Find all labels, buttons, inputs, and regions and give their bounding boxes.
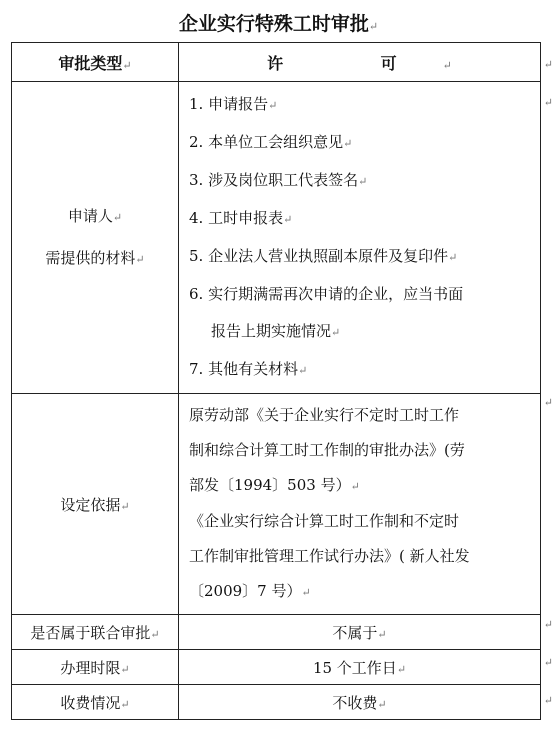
basis-line: 工作制审批管理工作试行办法》( 新人社发: [189, 547, 470, 565]
paragraph-mark-icon: ↵: [135, 252, 145, 266]
paragraph-mark-icon: ↵: [120, 697, 130, 711]
header-approval-type: [12, 43, 179, 82]
time-limit-label-cell: [12, 650, 179, 685]
header-license-text: 许 可: [267, 53, 443, 73]
paragraph-mark-icon: ↵: [120, 499, 130, 513]
paragraph-mark-icon: ↵: [396, 662, 407, 676]
paragraph-mark-icon: ↵: [112, 210, 123, 224]
basis-line: [189, 468, 532, 504]
materials-label-line1-text: 申请人: [67, 206, 113, 225]
approval-table: [11, 42, 541, 720]
list-item: [189, 124, 530, 162]
header-approval-type-text: 审批类型: [58, 53, 123, 73]
fee-value-cell: [179, 685, 541, 720]
header-license: [179, 43, 541, 82]
row-end-mark-icon: ↵: [543, 618, 553, 631]
basis-line: 《企业实行综合计算工时工作制和不定时: [189, 512, 460, 530]
basis-line: 原劳动部《关于企业实行不定时工时工作: [189, 406, 460, 424]
list-item-text: 7. 其他有关材料: [189, 360, 299, 378]
joint-label-cell: [12, 615, 179, 650]
joint-value-cell: [179, 615, 541, 650]
basis-text-cell: [179, 394, 541, 615]
paragraph-mark-icon: ↵: [448, 251, 458, 264]
basis-line: 制和综合计算工时工作制的审批办法》(劳: [189, 441, 465, 459]
table-row: [12, 615, 541, 650]
list-item: [189, 162, 530, 200]
list-item-continuation: [189, 313, 530, 351]
paragraph-mark-icon: ↵: [442, 58, 452, 72]
table-row: [12, 394, 541, 615]
list-item-continuation-text: 报告上期实施情况: [211, 322, 332, 340]
row-end-mark-icon: ↵: [543, 58, 553, 71]
time-limit-value: 15 个工作日: [312, 658, 397, 677]
list-item: [189, 200, 530, 238]
list-item: [189, 86, 530, 124]
title-text: 企业实行特殊工时审批: [178, 13, 369, 35]
basis-label-cell: [12, 394, 179, 615]
time-limit-label: 办理时限: [60, 658, 121, 677]
table-row: [12, 685, 541, 720]
list-item: [189, 276, 530, 313]
paragraph-mark-icon: ↵: [283, 213, 293, 226]
paragraph-mark-icon: ↵: [120, 662, 130, 676]
list-item: [189, 351, 530, 389]
basis-line-text: 部发〔1994〕503 号）: [189, 476, 351, 494]
table-row: [12, 650, 541, 685]
list-item: [189, 238, 530, 276]
materials-list-cell: [179, 82, 541, 394]
paragraph-mark-icon: ↵: [150, 627, 160, 641]
fee-label: 收费情况: [60, 693, 121, 712]
materials-label-line2-text: 需提供的材料: [45, 248, 136, 267]
list-item-text: 1. 申请报告: [189, 95, 269, 113]
joint-label: 是否属于联合审批: [30, 623, 151, 642]
list-item-text: 2. 本单位工会组织意见: [189, 133, 344, 151]
row-end-mark-icon: ↵: [543, 694, 553, 707]
row-end-mark-icon: ↵: [543, 656, 553, 669]
basis-line: [189, 574, 532, 610]
paragraph-mark-icon: ↵: [331, 326, 341, 339]
paragraph-mark-icon: ↵: [268, 99, 278, 112]
page-title: [0, 6, 557, 42]
paragraph-mark-icon: ↵: [368, 20, 379, 33]
list-item-text: 5. 企业法人营业执照副本原件及复印件: [189, 247, 449, 265]
table-header-row: [12, 43, 541, 82]
paragraph-mark-icon: ↵: [358, 175, 368, 188]
fee-label-cell: [12, 685, 179, 720]
paragraph-mark-icon: ↵: [377, 627, 387, 641]
row-end-mark-icon: ↵: [543, 96, 553, 109]
paragraph-mark-icon: ↵: [343, 137, 353, 150]
paragraph-mark-icon: ↵: [122, 58, 132, 72]
materials-label-cell: [12, 82, 179, 394]
row-end-mark-icon: ↵: [543, 396, 553, 409]
list-item-text: 6. 实行期满需再次申请的企业，应当书面: [189, 285, 464, 303]
paragraph-mark-icon: ↵: [298, 364, 308, 377]
paragraph-mark-icon: ↵: [377, 697, 387, 711]
basis-line-text: 〔2009〕7 号）: [189, 582, 302, 600]
paragraph-mark-icon: ↵: [301, 586, 311, 599]
basis-label: 设定依据: [60, 495, 121, 514]
table-row: [12, 82, 541, 394]
paragraph-mark-icon: ↵: [350, 480, 360, 493]
list-item-text: 4. 工时申报表: [189, 209, 284, 227]
materials-label-line2: [12, 238, 178, 280]
list-item-text: 3. 涉及岗位职工代表签名: [189, 171, 359, 189]
materials-label-line1: [12, 196, 178, 238]
joint-value: 不属于: [332, 623, 378, 642]
time-limit-value-cell: [179, 650, 541, 685]
fee-value: 不收费: [332, 693, 378, 712]
